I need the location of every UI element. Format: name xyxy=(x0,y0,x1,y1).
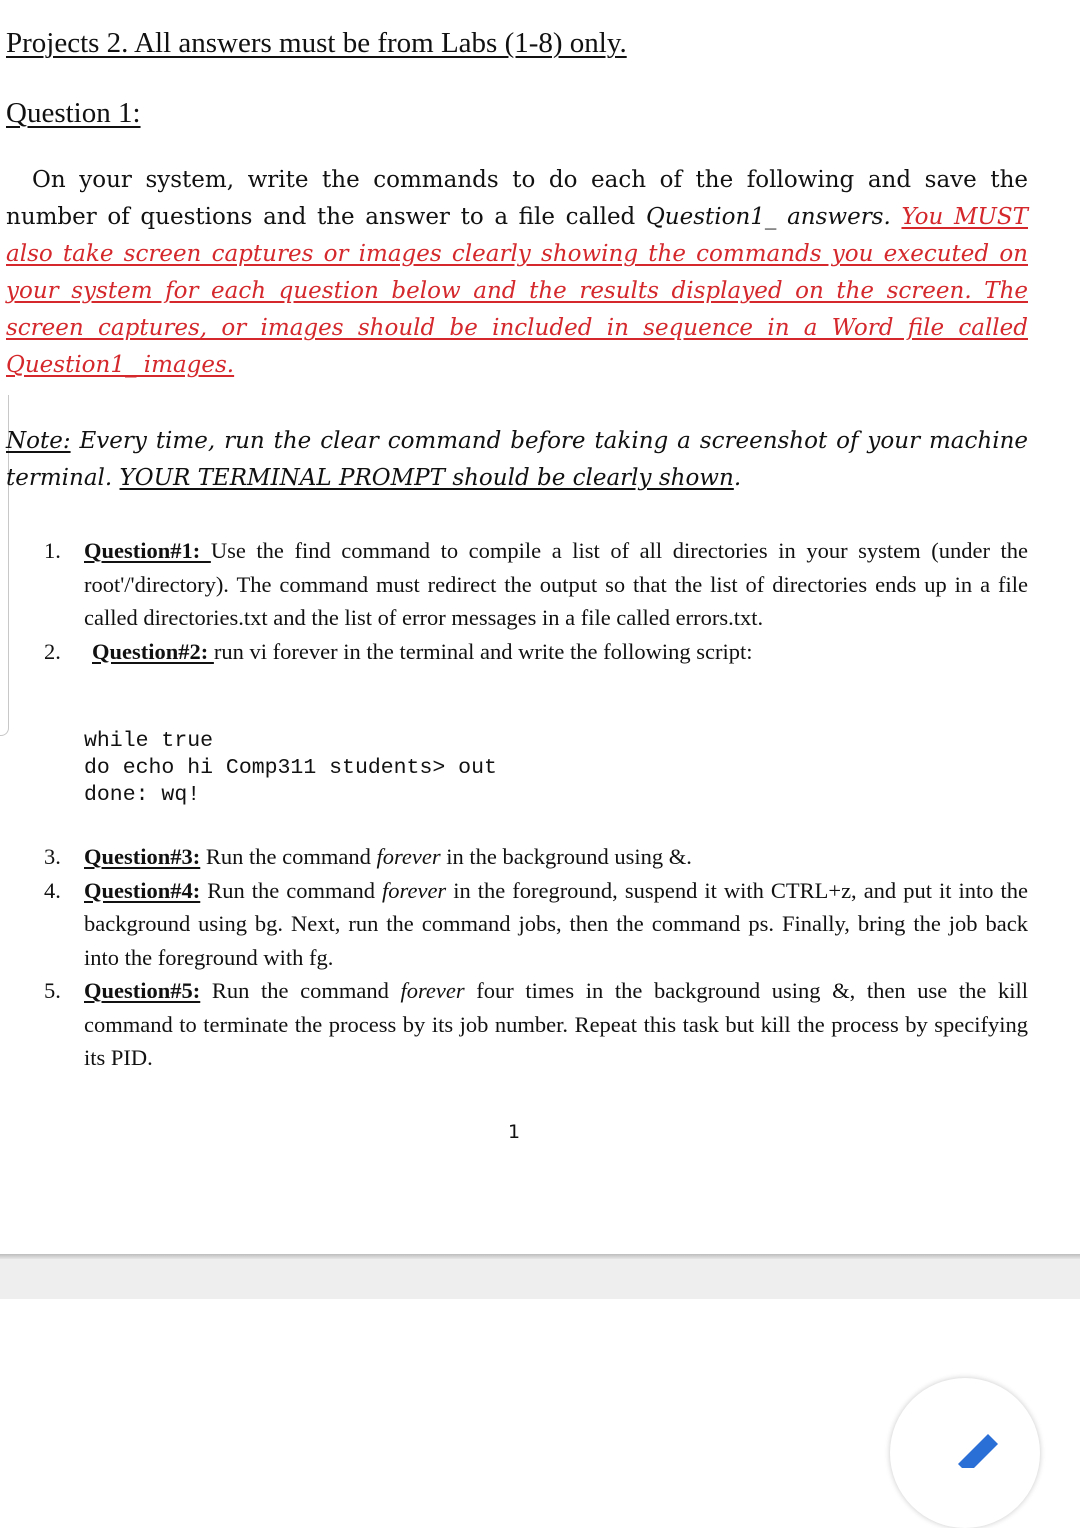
question-list-part1 xyxy=(0,534,1080,668)
question-label: Question#5: xyxy=(84,978,201,1003)
question-label: Question#1: xyxy=(84,538,211,563)
code-line: do echo hi Comp311 students> out xyxy=(84,756,497,780)
command-name: forever xyxy=(376,844,441,869)
question-item-4 xyxy=(0,874,1080,975)
question-text: in the foreground, suspend it with CTRL+z, and put it into the background using bg. Next, run the command jobs, then the command ps. Finally, bring the job back into the foreground with fg. xyxy=(84,877,1028,970)
question-item-5 xyxy=(0,974,1080,1075)
command-name: forever xyxy=(382,877,447,903)
question-text: run vi forever in the terminal and write the following script: xyxy=(213,638,753,664)
question-item-1 xyxy=(0,534,1080,635)
pencil-icon xyxy=(950,1428,1010,1468)
question-item-2 xyxy=(0,635,1080,669)
code-line: while true xyxy=(84,729,214,753)
script-code-block xyxy=(84,728,497,809)
edit-button[interactable] xyxy=(890,1378,1040,1528)
note-end: . xyxy=(733,465,742,491)
question-heading: Question 1: xyxy=(6,97,141,129)
question-number: 5. xyxy=(44,978,61,1003)
question-number: 3. xyxy=(44,844,61,869)
intro-text: On your system, write the commands to do each of the following and save the number of questions and the answer to a file called xyxy=(6,167,1028,230)
page-number: 1 xyxy=(508,1121,521,1143)
question-number: 4. xyxy=(44,877,61,903)
question-text: Run the command xyxy=(200,978,401,1003)
question-text: Run the command xyxy=(200,844,377,869)
question-label: Question#3: xyxy=(84,844,201,869)
question-item-3 xyxy=(0,840,1080,874)
screenshot-requirement: You MUST also take screen captures or images clearly showing the commands you executed on your system for each question below and the results displayed on the screen. The screen captures, or images should be included in sequence in a Word file called Question1_ images. xyxy=(6,204,1028,378)
command-name: forever xyxy=(400,978,465,1003)
answers-filename: Question1_ answers. xyxy=(645,204,891,230)
note-emphasis: YOUR TERMINAL PROMPT should be clearly shown xyxy=(119,465,734,491)
question-text: Use the find command to compile a list of all directories in your system (under the root'/'directory). The command must redirect the output so that the list of directories ends up in a file called directories.txt and the list of error messages in a file called errors.txt. xyxy=(84,538,1028,630)
intro-paragraph xyxy=(6,162,1028,384)
question-number: 1. xyxy=(44,538,61,563)
document-title: Projects 2. All answers must be from Labs (1-8) only. xyxy=(6,27,627,59)
question-number: 2. xyxy=(44,638,61,664)
question-text: in the background using &. xyxy=(440,844,692,869)
note-label: Note: xyxy=(6,428,71,454)
question-label: Question#2: xyxy=(92,638,214,664)
question-text: Run the command xyxy=(200,877,383,903)
code-line: done: wq! xyxy=(84,783,201,807)
note-text: Every time, run the clear command before taking a screenshot of your machine terminal. xyxy=(6,428,1028,491)
viewer-background xyxy=(0,1259,1080,1299)
question-label: Question#4: xyxy=(84,877,201,903)
note-paragraph xyxy=(6,423,1028,497)
question-list-part2 xyxy=(0,840,1080,1075)
question-text: four times in the background using &, then use the kill command to terminate the process by its job number. Repeat this task but kill the process by specifying its PID. xyxy=(84,978,1028,1070)
